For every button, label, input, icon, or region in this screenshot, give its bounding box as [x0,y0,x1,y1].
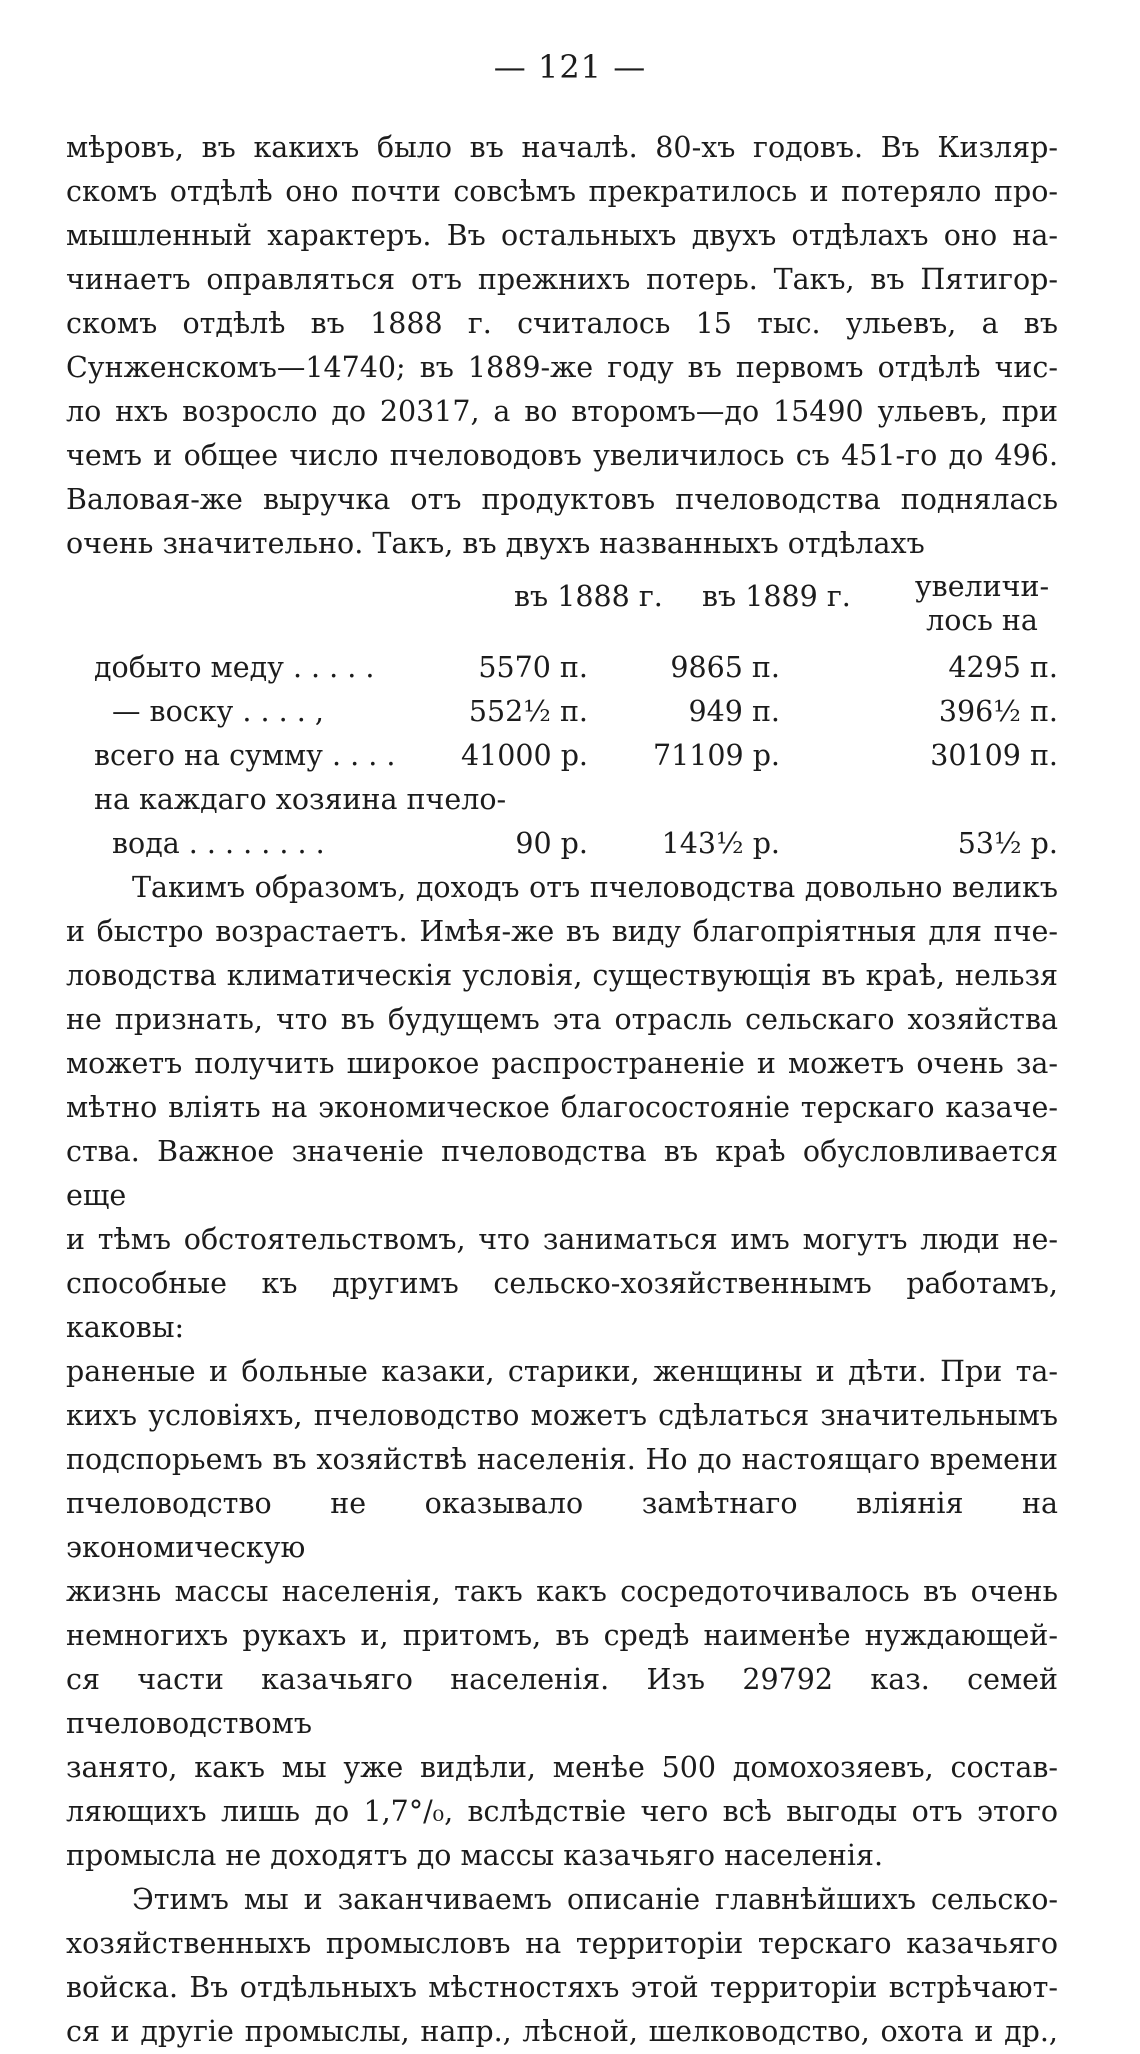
text-line: способные къ другимъ сельско-хозяйственнымъ работамъ, каковы: [66,1267,1058,1344]
table-row-honey [66,646,1058,690]
text-line: пчеловодство не оказывало замѣтнаго вліянія на экономическую [66,1487,1058,1564]
text-line: чемъ и общее число пчеловодовъ увеличилось съ 451-го до 496. [66,439,1058,472]
text-line: Валовая-же выручка отъ продуктовъ пчеловодства поднялась [66,483,1058,516]
page-number: — 121 — [493,48,647,86]
row-label: вода . . . . . . . . [112,827,325,860]
text-line: скомъ отдѣлѣ въ 1888 г. считалось 15 тыс. ульевъ, а въ [66,307,1058,340]
value-increase: 396½ п. [938,695,1058,728]
header-increase-line1: увеличи- [914,570,1050,603]
text-line: кихъ условіяхъ, пчеловодство можетъ сдѣлаться значительнымъ [66,1399,1058,1432]
value-1889: 71109 р. [652,739,780,772]
row-label: всего на сумму . . . . [94,739,396,772]
text-line: очень значительно. Такъ, въ двухъ названныхъ отдѣлахъ [66,527,925,560]
text-line: хозяйственныхъ промысловъ на территоріи терскаго казачьяго [66,1927,1058,1960]
value-1889: 949 п. [688,695,780,728]
text-line: скомъ отдѣлѣ оно почти совсѣмъ прекратилось и потеряло про- [66,175,1058,208]
text-line: немногихъ рукахъ и, притомъ, въ средѣ наименѣе нуждающей- [66,1619,1058,1652]
text-line: ся части казачьяго населенія. Изъ 29792 каз. семей пчеловодствомъ [66,1663,1058,1740]
value-1889: 143½ р. [661,827,780,860]
text-line: занято, какъ мы уже видѣли, менѣе 500 домохозяевъ, состав- [66,1751,1058,1784]
value-1888: 552½ п. [468,695,588,728]
text-line: Такимъ образомъ, доходъ отъ пчеловодства довольно великъ [132,871,1058,904]
header-1889: въ 1889 г. [702,580,851,613]
text-line: Сунженскомъ—14740; въ 1889-же году въ первомъ отдѣлѣ чис- [66,351,1058,384]
value-1888: 41000 р. [460,739,588,772]
header-increase [884,570,1080,638]
header-increase-line2: лось на [926,604,1038,637]
text-line: Этимъ мы и заканчиваемъ описаніе главнѣйшихъ сельско- [132,1883,1058,1916]
text-line: промысла не доходятъ до массы казачьяго населенія. [66,1839,884,1872]
table-row-wax [66,690,1058,734]
text-line: мышленный характеръ. Въ остальныхъ двухъ отдѣлахъ оно на- [66,219,1058,252]
text-line: ловодства климатическія условія, существующія въ краѣ, нельзя [66,959,1058,992]
paragraph-beekeeping-income [66,866,1058,1878]
text-column [66,126,1058,2054]
paragraph-conclusion [66,1878,1058,2054]
text-line: раненые и больные казаки, старики, женщины и дѣти. При та- [66,1355,1058,1388]
text-line: ся и другіе промыслы, напр., лѣсной, шелководство, охота и др., [66,2015,1058,2048]
paragraph-beekeeping-intro [66,126,1058,566]
text-line: подспорьемъ въ хозяйствѣ населенія. Но до настоящаго времени [66,1443,1058,1476]
text-line: жизнь массы населенія, такъ какъ сосредоточивалось въ очень [66,1575,1058,1608]
table-row-per-owner-label [66,778,1058,822]
text-line: и быстро возрастаетъ. Имѣя-же въ виду благопріятныя для пче- [66,915,1058,948]
text-line: чинаетъ оправляться отъ прежнихъ потерь. Такъ, въ Пятигор- [66,263,1058,296]
value-increase: 30109 п. [930,739,1058,772]
row-label: на каждаго хозяина пчело- [94,783,507,816]
text-line: ства. Важное значеніе пчеловодства въ краѣ обусловливается еще [66,1135,1058,1212]
value-1888: 5570 п. [478,651,588,684]
text-line: не признать, что въ будущемъ эта отрасль сельскаго хозяйства [66,1003,1058,1036]
value-1888: 90 р. [515,827,588,860]
honey-wax-table [66,570,1058,866]
header-1888: въ 1888 г. [514,580,663,613]
text-line: ло нхъ возросло до 20317, а во второмъ—до 15490 ульевъ, при [66,395,1058,428]
text-line: можетъ получить широкое распространеніе и можетъ очень за- [66,1047,1058,1080]
table-row-per-owner [66,822,1058,866]
text-line: и тѣмъ обстоятельствомъ, что заниматься имъ могутъ люди не- [66,1223,1058,1256]
row-label: — воску . . . . , [112,695,324,728]
row-label: добыто меду . . . . . [94,651,375,684]
table-row-total-sum [66,734,1058,778]
value-increase: 4295 п. [948,651,1058,684]
text-line: мѣровъ, въ какихъ было въ началѣ. 80-хъ годовъ. Въ Кизляр- [66,131,1058,164]
text-line: мѣтно вліять на экономическое благосостояніе терскаго казаче- [66,1091,1058,1124]
value-increase: 53½ р. [957,827,1058,860]
text-line: войска. Въ отдѣльныхъ мѣстностяхъ этой территоріи встрѣчают- [66,1971,1058,2004]
text-line: ляющихъ лишь до 1,7°/₀, вслѣдствіе чего всѣ выгоды отъ этого [66,1795,1058,1828]
value-1889: 9865 п. [670,651,780,684]
